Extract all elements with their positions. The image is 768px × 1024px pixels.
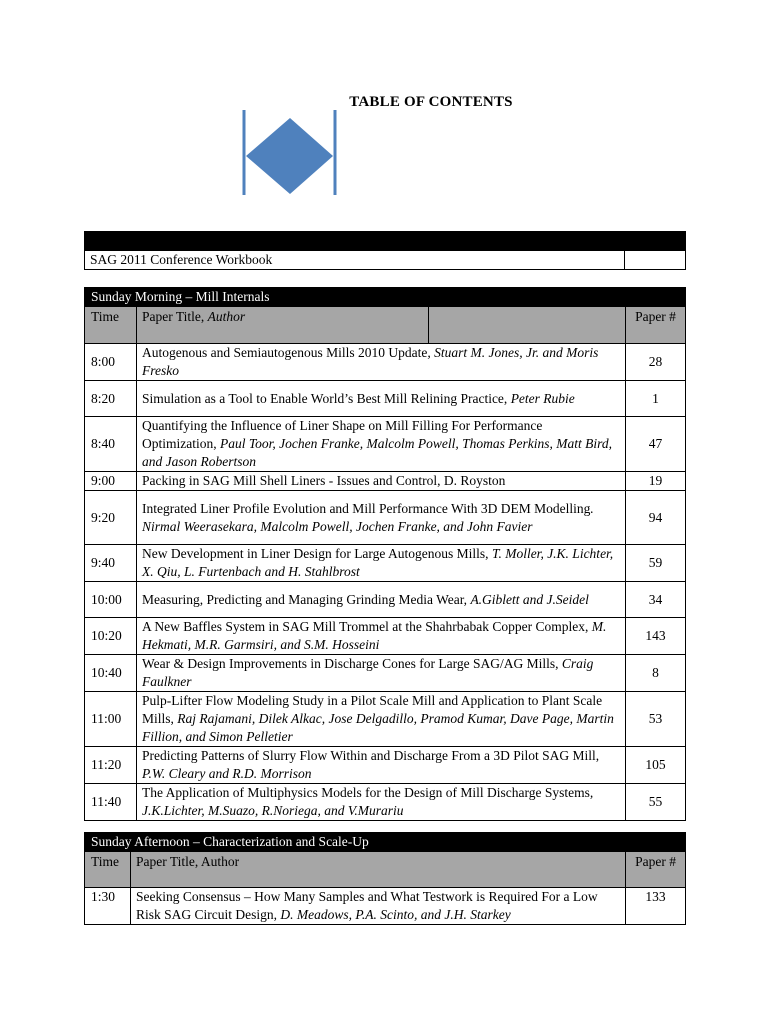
paper-author-text: M. Hekmati, M.R. Garmsiri, and S.M. Hosseini — [142, 619, 607, 652]
table-row — [85, 618, 686, 655]
table-row — [85, 747, 686, 784]
paper-title-text: Pulp-Lifter Flow Modeling Study in a Pilot Scale Mill and Application to Plant Scale Mills, — [142, 693, 603, 726]
paper-title-text: Simulation as a Tool to Enable World’s Best Mill Relining Practice, — [142, 390, 511, 406]
paper-author-text: Peter Rubie — [510, 390, 575, 406]
paper-title-text: New Development in Liner Design for Large Autogenous Mills, — [142, 546, 492, 561]
row-time: 11:40 — [85, 784, 137, 821]
paper-title-text: The Application of Multiphysics Models for the Design of Mill Discharge Systems — [142, 785, 590, 800]
column-header-title: Paper Title, Author — [131, 852, 626, 888]
paper-title-text: Wear & Design Improvements in Discharge Cones for Large SAG/AG Mills, — [142, 656, 562, 671]
table-row — [85, 582, 686, 618]
row-paper-title — [137, 417, 626, 472]
row-paper-number: 55 — [626, 784, 686, 821]
row-paper-number: 1 — [626, 381, 686, 417]
workbook-label: SAG 2011 Conference Workbook — [85, 251, 625, 270]
session-table-morning — [84, 287, 686, 821]
paper-title-text: A New Baffles System in SAG Mill Trommel at the Shahrbabak Copper Complex, — [142, 619, 592, 634]
paper-author-text: D. Meadows, P.A. Scinto, and J.H. Starkey — [280, 907, 511, 922]
diamond-logo-icon — [240, 110, 340, 196]
row-paper-title — [137, 692, 626, 747]
table-row — [85, 472, 686, 491]
row-time: 10:00 — [85, 582, 137, 618]
page-title: TABLE OF CONTENTS — [349, 94, 513, 110]
row-time: 10:40 — [85, 655, 137, 692]
session-header: Sunday Morning – Mill Internals — [85, 288, 686, 307]
row-time: 8:40 — [85, 417, 137, 472]
table-row — [85, 344, 686, 381]
paper-title-text: Measuring, Predicting and Managing Grinding Media Wear, — [142, 591, 471, 607]
table-row — [85, 692, 686, 747]
paper-author-text: P.W. Cleary and R.D. Morrison — [142, 766, 312, 781]
paper-author-text: , Stuart M. Jones, Jr. and Moris Fresko — [142, 345, 599, 378]
column-header-empty — [429, 307, 626, 344]
row-paper-number: 133 — [626, 888, 686, 925]
row-paper-number: 34 — [626, 582, 686, 618]
row-time: 8:20 — [85, 381, 137, 417]
row-paper-title — [137, 344, 626, 381]
paper-title-text: Integrated Liner Profile Evolution and Mill Performance With 3D DEM Modelling — [142, 500, 591, 516]
paper-title-text: Seeking Consensus – How Many Samples and What Testwork is Required For a Low Risk SAG Circuit Design, — [136, 889, 598, 922]
row-time: 11:00 — [85, 692, 137, 747]
column-header-paper: Paper # — [626, 852, 686, 888]
row-time: 11:20 — [85, 747, 137, 784]
paper-author-text: . Nirmal Weerasekara, Malcolm Powell, Jochen Franke, and John Favier — [142, 500, 594, 534]
paper-author-text: Raj Rajamani, Dilek Alkac, Jose Delgadillo, Pramod Kumar, Dave Page, Martin Fillion, and Simon Pelletier — [142, 711, 614, 744]
row-paper-title — [137, 655, 626, 692]
row-time: 10:20 — [85, 618, 137, 655]
workbook-black-bar — [85, 232, 686, 251]
table-row — [85, 784, 686, 821]
column-header-time: Time — [85, 852, 131, 888]
column-header-paper: Paper # — [626, 307, 686, 344]
table-row — [85, 655, 686, 692]
paper-title-text: Predicting Patterns of Slurry Flow Within and Discharge From a 3D Pilot SAG Mill, — [142, 748, 600, 763]
paper-title-text: Quantifying the Influence of Liner Shape on Mill Filling For Performance Optimization, — [142, 418, 543, 451]
paper-author-text: Paul Toor, Jochen Franke, Malcolm Powell, Thomas Perkins, Matt Bird, and Jason Robertson — [142, 436, 612, 469]
table-row — [85, 417, 686, 472]
paper-title-text: Packing in SAG Mill Shell Liners - Issues and Control, D. Royston — [142, 473, 506, 488]
row-paper-number: 47 — [626, 417, 686, 472]
row-paper-number: 143 — [626, 618, 686, 655]
paper-title-text: Autogenous and Semiautogenous Mills 2010 Update — [142, 345, 428, 360]
row-paper-number: 59 — [626, 545, 686, 582]
session-header: Sunday Afternoon – Characterization and Scale-Up — [85, 833, 686, 852]
row-paper-title — [137, 472, 626, 491]
row-paper-number: 94 — [626, 491, 686, 545]
row-paper-title — [131, 888, 626, 925]
row-paper-title — [137, 381, 626, 417]
row-paper-title — [137, 784, 626, 821]
table-row — [85, 381, 686, 417]
row-paper-title — [137, 545, 626, 582]
row-paper-title — [137, 491, 626, 545]
paper-author-text: A.Giblett and J.Seidel — [470, 591, 589, 607]
table-row — [85, 888, 686, 925]
paper-author-text: Craig Faulkner — [142, 656, 594, 689]
table-row — [85, 491, 686, 545]
row-paper-number: 105 — [626, 747, 686, 784]
row-time: 1:30 — [85, 888, 131, 925]
row-time: 9:20 — [85, 491, 137, 545]
row-time: 8:00 — [85, 344, 137, 381]
column-header-title: Paper Title, Author — [137, 307, 429, 344]
workbook-table — [84, 231, 686, 270]
row-paper-number: 19 — [626, 472, 686, 491]
row-paper-number: 8 — [626, 655, 686, 692]
column-header-time: Time — [85, 307, 137, 344]
row-paper-title — [137, 582, 626, 618]
row-paper-title — [137, 618, 626, 655]
row-paper-number: 53 — [626, 692, 686, 747]
workbook-empty-cell — [625, 251, 686, 270]
session-table-afternoon — [84, 832, 686, 925]
paper-author-text: T. Moller, J.K. Lichter, X. Qiu, L. Furtenbach and H. Stahlbrost — [142, 546, 614, 579]
paper-author-text: , J.K.Lichter, M.Suazo, R.Noriega, and V.Murariu — [142, 785, 594, 818]
row-paper-title — [137, 747, 626, 784]
row-time: 9:40 — [85, 545, 137, 582]
row-paper-number: 28 — [626, 344, 686, 381]
row-time: 9:00 — [85, 472, 137, 491]
table-row — [85, 545, 686, 582]
